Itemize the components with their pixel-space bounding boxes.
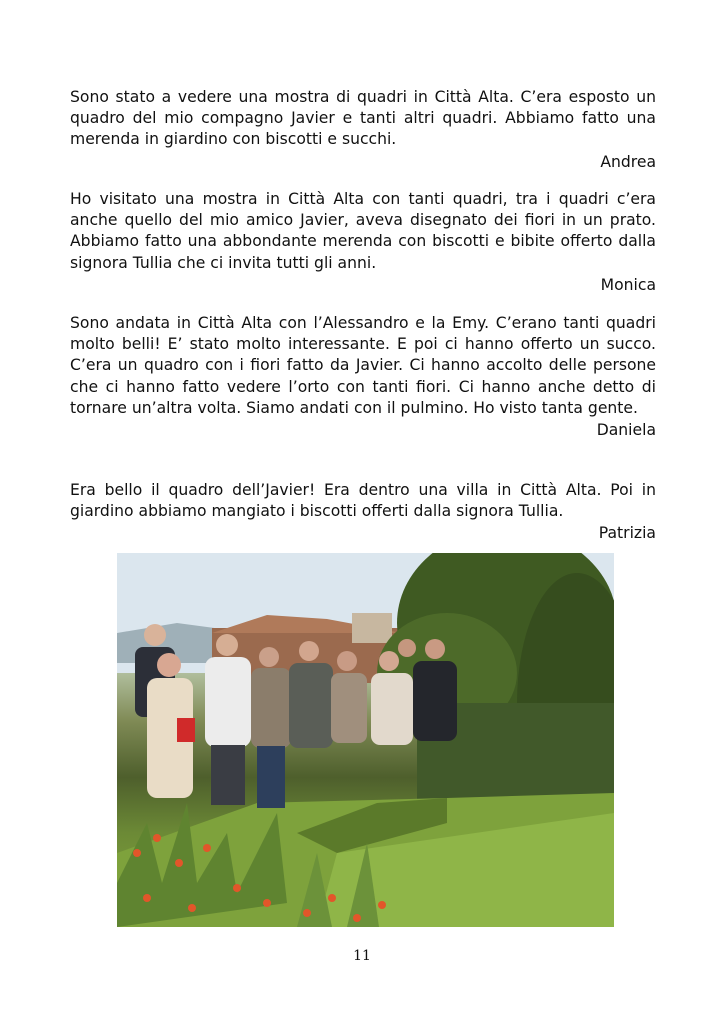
entry-andrea xyxy=(70,87,656,173)
entry-text: Sono stato a vedere una mostra di quadri in Città Alta. C’era esposto un quadro del mio compagno Javier e tanti altri quadri. Abbiamo fatto una merenda in giardino con biscotti e succhi. xyxy=(70,88,656,149)
group-photo-garden xyxy=(117,553,614,927)
entry-monica xyxy=(70,189,656,296)
entry-author: Andrea xyxy=(600,152,656,171)
entry-text: Sono andata in Città Alta con l’Alessandro e la Emy. C’erano tanti quadri molto belli! E’ stato molto interessante. E poi ci hanno offerto un succo. C’era un quadro con i fiori fatto da Javier. Ci hanno accolto delle persone che ci hanno fatto vedere l’orto con tanti fiori. Ci hanno anche detto di tornare un’altra volta. Siamo andati con il pulmino. Ho visto tanta gente. xyxy=(70,314,656,417)
entry-patrizia xyxy=(70,480,656,545)
entry-author: Daniela xyxy=(596,421,656,440)
garden-photo-illustration xyxy=(117,553,614,927)
entry-text: Era bello il quadro dell’Javier! Era dentro una villa in Città Alta. Poi in giardino abbiamo mangiato i biscotti offerti dalla signora Tullia. xyxy=(70,481,656,521)
page-number: 11 xyxy=(353,948,371,964)
entry-daniela xyxy=(70,313,656,441)
entry-author: Monica xyxy=(600,275,656,294)
entry-text: Ho visitato una mostra in Città Alta con tanti quadri, tra i quadri c’era anche quello del mio amico Javier, aveva disegnato dei fiori in un prato. Abbiamo fatto una abbondante merenda con biscotti e bibite offerto dalla signora Tullia che ci invita tutti gli anni. xyxy=(70,190,656,272)
entry-author: Patrizia xyxy=(598,524,656,543)
